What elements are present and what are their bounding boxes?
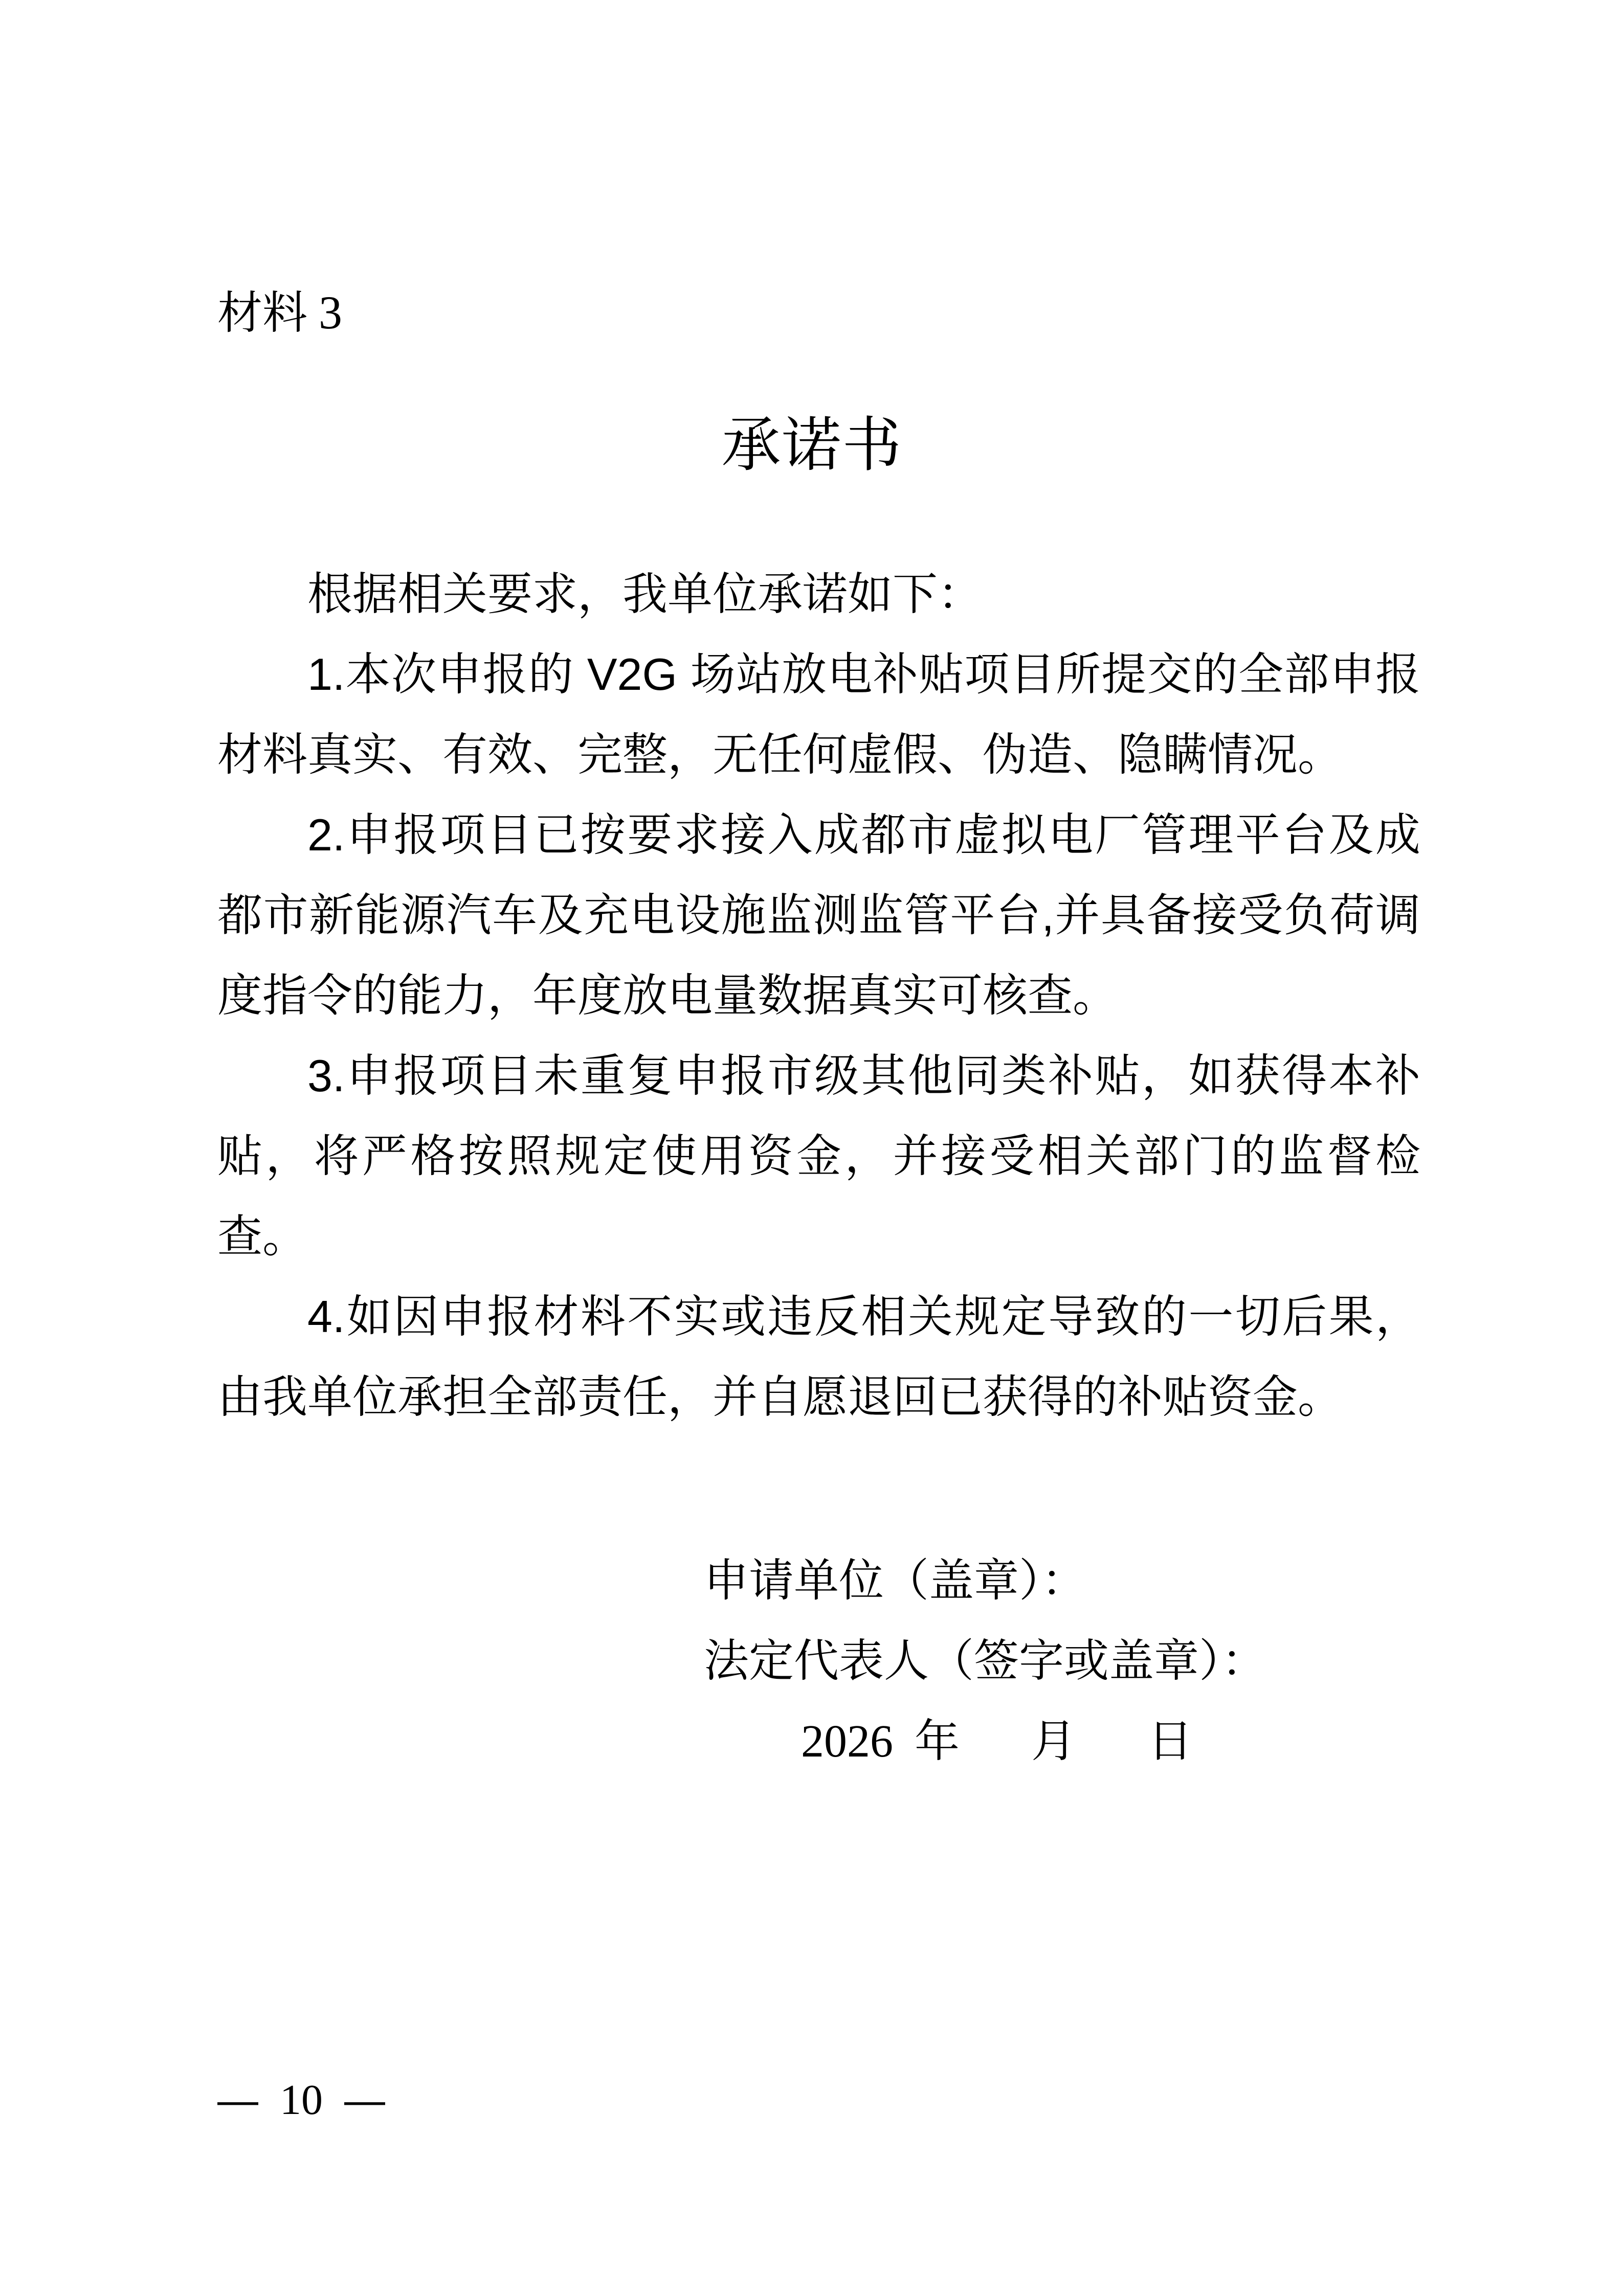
footer-dash-right: — bbox=[344, 2077, 385, 2123]
page-footer bbox=[217, 2072, 385, 2128]
date-year: 2026 bbox=[801, 1716, 893, 1767]
date-line bbox=[704, 1701, 1266, 1782]
material-label bbox=[217, 284, 342, 341]
footer-dash-left: — bbox=[217, 2077, 258, 2123]
document-title: 承诺书 bbox=[721, 412, 903, 478]
date-year-label: 年 bbox=[915, 1716, 960, 1766]
paragraph-item-3: 3.申报项目未重复申报市级其他同类补贴，如获得本补贴，将严格按照规定使用资金，并接受相关部门的监督检查。 bbox=[217, 1050, 1420, 1262]
material-number: 3 bbox=[319, 286, 343, 339]
date-day-label: 日 bbox=[1148, 1716, 1193, 1766]
paragraph-item-1: 1.本次申报的 V2G 场站放电补贴项目所提交的全部申报材料真实、有效、完整，无任何虚假、伪造、隐瞒情况。 bbox=[217, 649, 1420, 780]
signature-block bbox=[704, 1540, 1266, 1782]
paragraph-item-4: 4.如因申报材料不实或违反相关规定导致的一切后果，由我单位承担全部责任，并自愿退回已获得的补贴资金。 bbox=[217, 1291, 1420, 1422]
legal-representative-line: 法定代表人（签字或盖章）： bbox=[704, 1635, 1267, 1686]
material-label-text: 材料 bbox=[217, 287, 308, 338]
applicant-seal-line: 申请单位（盖章）： bbox=[704, 1555, 1087, 1606]
paragraph-item-2: 2.申报项目已按要求接入成都市虚拟电厂管理平台及成都市新能源汽车及充电设施监测监管平台,并具备接受负荷调度指令的能力，年度放电量数据真实可核查。 bbox=[217, 809, 1420, 1021]
document-body bbox=[217, 554, 1420, 1437]
paragraph-intro: 根据相关要求，我单位承诺如下： bbox=[307, 569, 983, 619]
date-month-label: 月 bbox=[1031, 1716, 1077, 1766]
page-number: 10 bbox=[280, 2076, 323, 2124]
